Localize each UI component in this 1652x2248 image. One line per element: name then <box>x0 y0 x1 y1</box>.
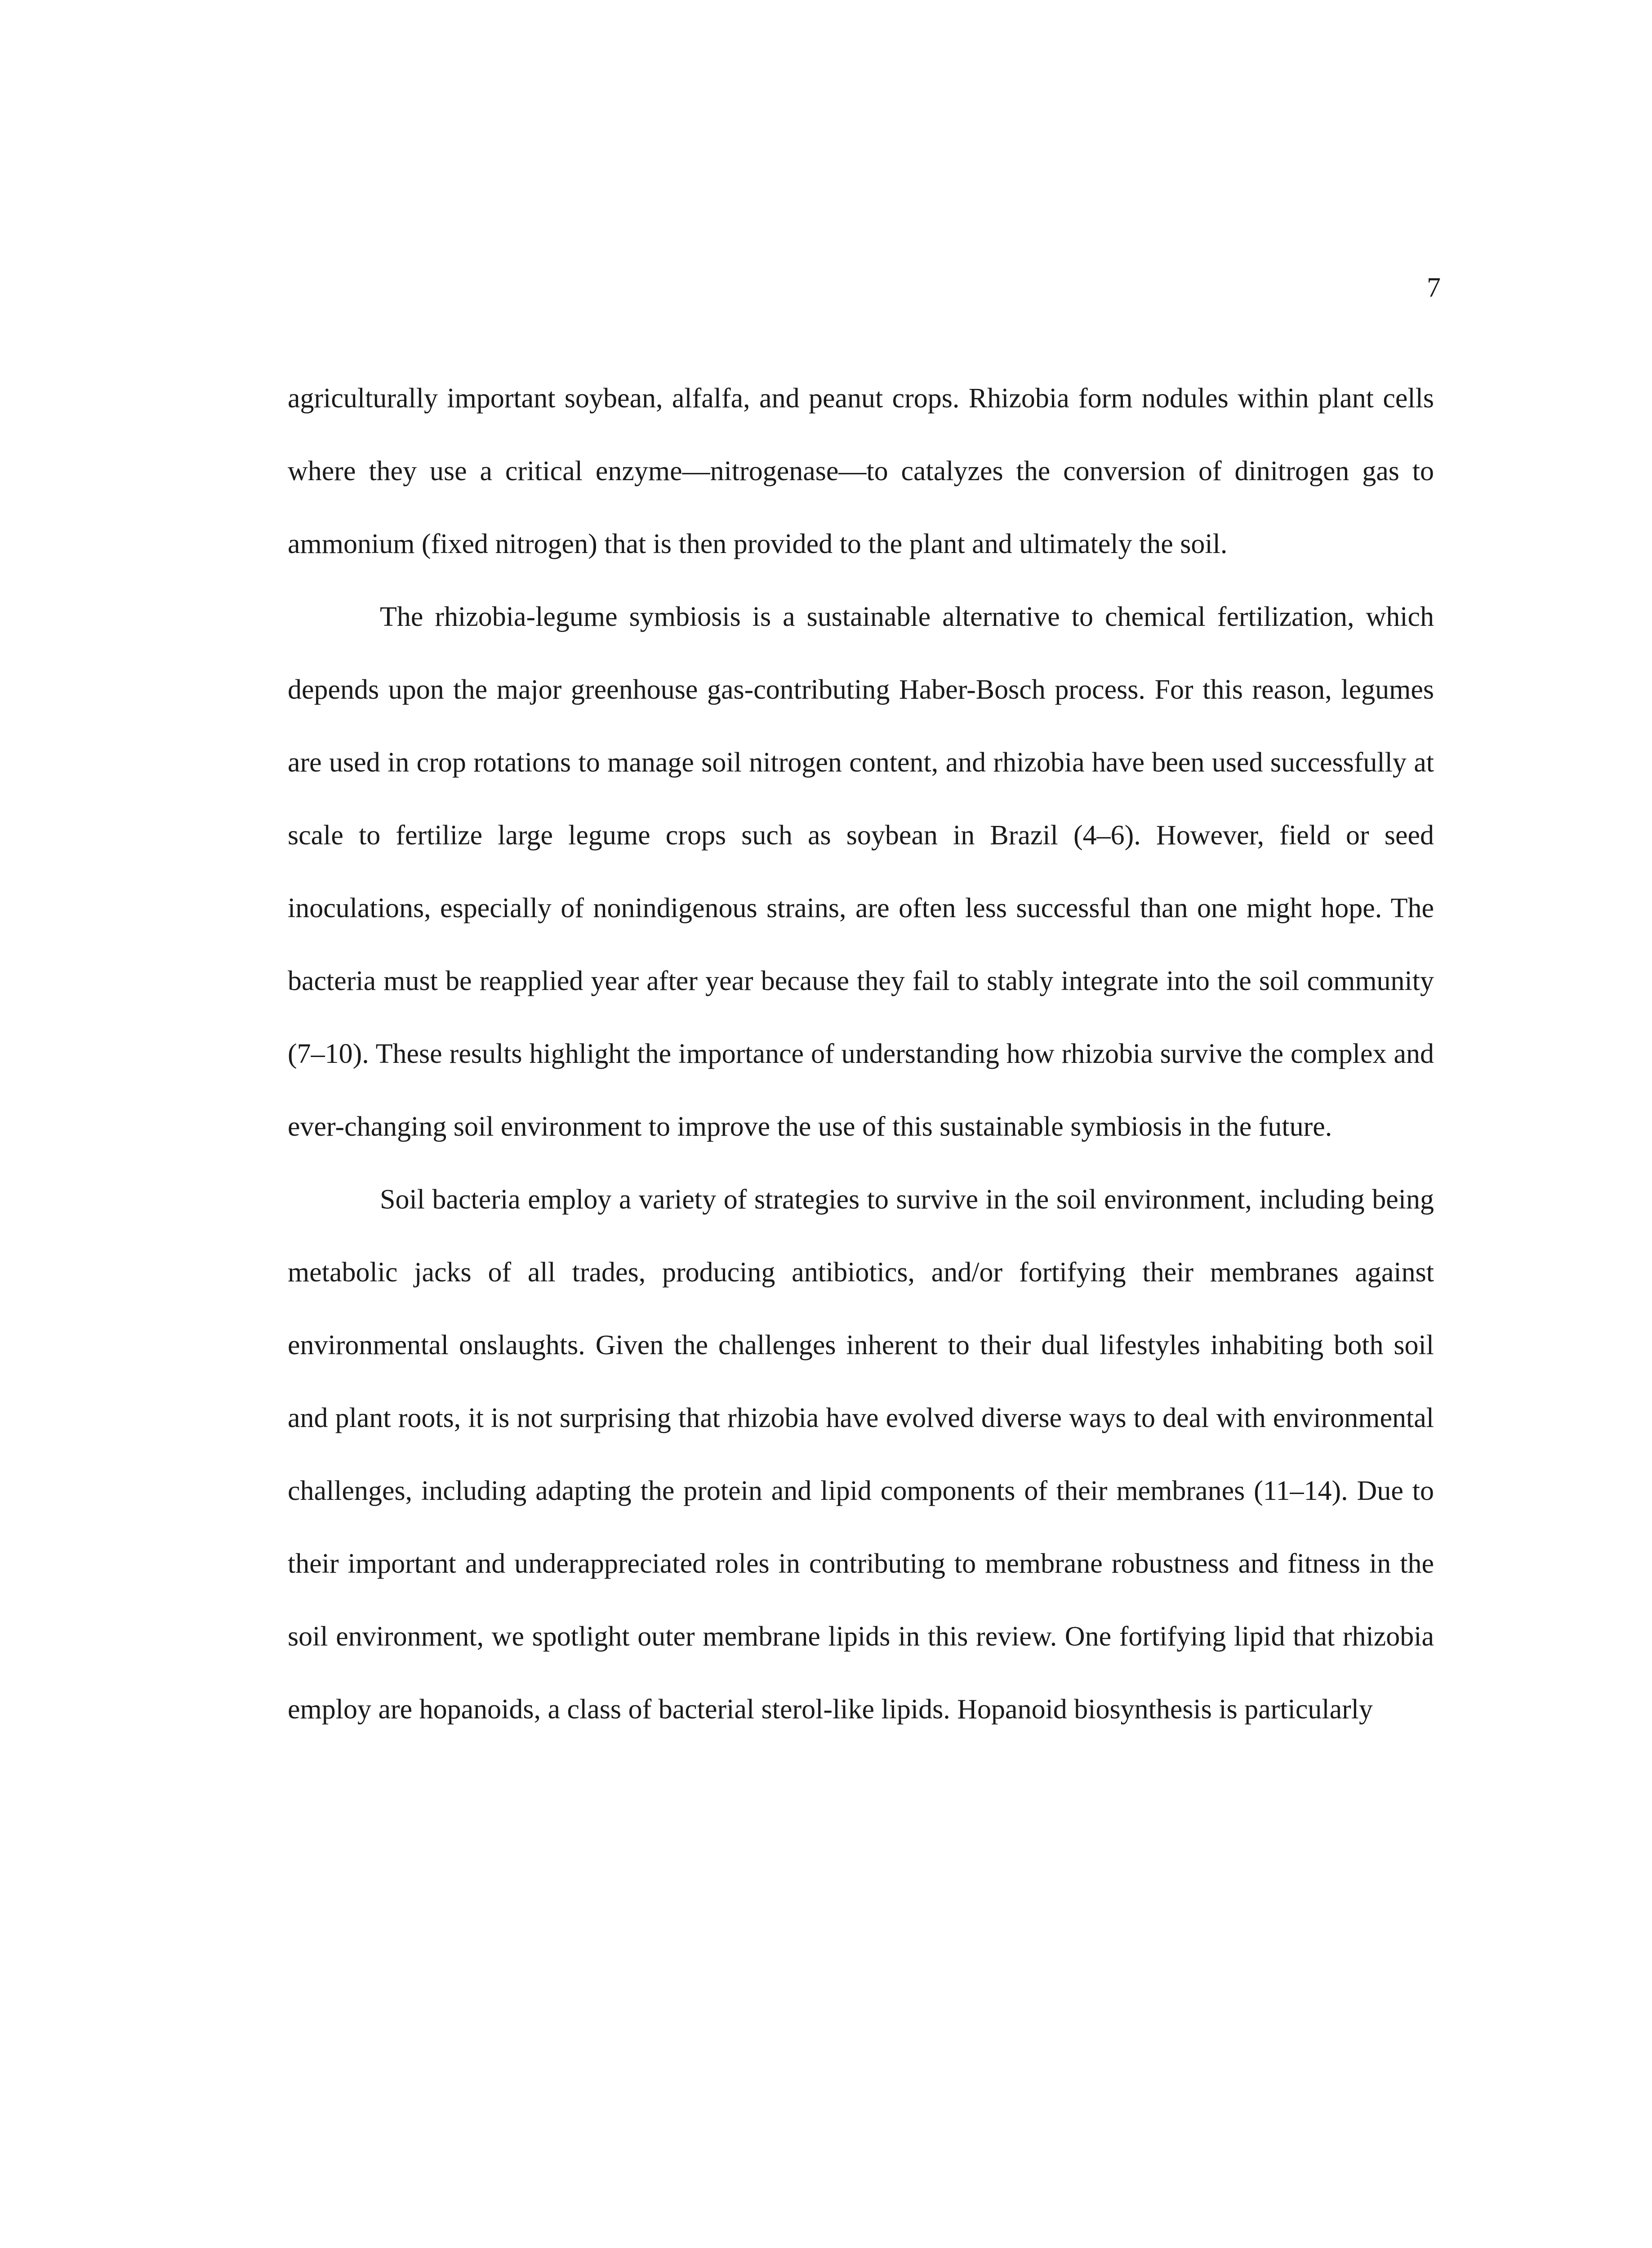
paragraph-2: The rhizobia-legume symbiosis is a sustainable alternative to chemical fertilization, which depends upon the major greenhouse gas-contributing Haber-Bosch process. For this reason, legumes are used in crop rotations to manage soil nitrogen content, and rhizobia have been used successfully at scale to fertilize large legume crops such as soybean in Brazil (4–6). However, field or seed inoculations, especially of nonindigenous strains, are often less successful than one might hope. The bacteria must be reapplied year after year because they fail to stably integrate into the soil community (7–10). These results highlight the importance of understanding how rhizobia survive the complex and ever-changing soil environment to improve the use of this sustainable symbiosis in the future. <box>288 602 1434 1142</box>
paragraph-1: agriculturally important soybean, alfalfa, and peanut crops. Rhizobia form nodules within plant cells where they use a critical enzyme—nitrogenase—to catalyzes the conversion of dinitrogen gas to ammonium (fixed nitrogen) that is then provided to the plant and ultimately the soil. <box>288 383 1434 559</box>
page-number: 7 <box>1427 272 1441 303</box>
body-text <box>288 362 1434 1746</box>
paragraph-3: Soil bacteria employ a variety of strategies to survive in the soil environment, including being metabolic jacks of all trades, producing antibiotics, and/or fortifying their membranes against environmental onslaughts. Given the challenges inherent to their dual lifestyles inhabiting both soil and plant roots, it is not surprising that rhizobia have evolved diverse ways to deal with environmental challenges, including adapting the protein and lipid components of their membranes (11–14). Due to their important and underappreciated roles in contributing to membrane robustness and fitness in the soil environment, we spotlight outer membrane lipids in this review. One fortifying lipid that rhizobia employ are hopanoids, a class of bacterial sterol-like lipids. Hopanoid biosynthesis is particularly <box>288 1184 1434 1725</box>
